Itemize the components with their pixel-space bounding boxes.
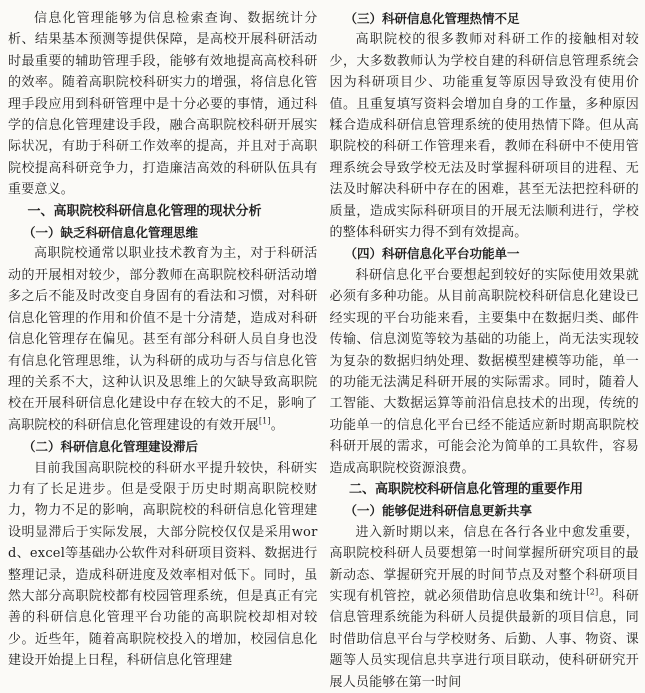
paragraph-text: 高职院校通常以职业技术教育为主，对于科研活动的开展相对较少，部分教师在高职院校科研活动增多之后不能及时改变自身固有的看法和习惯，对科研信息化管理的作用和价值不是十分清楚，造成对科研信息化管理存在偏见。甚至有部分科研人员自身也没有信息化管理思维，认为科研的成功与否与信息化管理的关系不大，这种认识及思维上的欠缺导致高职院校在开展科研信息化建设中存在较大的不足，影响了高职院校的科研信息化管理建设的有效开展	[8, 246, 318, 433]
subsection-heading-1-2: （二）科研信息化管理建设滞后	[23, 439, 199, 455]
subsection-heading-1-1: （一）缺乏科研信息化管理思维	[23, 225, 199, 241]
intro-paragraph: 信息化管理能够为信息检索查询、数据统计分析、结果基本预测等提供保障，是高校开展科研活动时最重要的辅助管理手段，能够有效地提高高校科研的效率。随着高职院校科研实力的增强，将信息化管理手段应用到科研管理中是十分必要的事情，通过科学的信息化管理建设手段，融合高职院校科研开展实际状况，有助于科研工作效率的提高，并且对于高职院校提高科研竞争力，打造廉洁高效的科研队伍具有重要意义。	[8, 11, 318, 198]
paragraph-1-1	[8, 243, 318, 436]
subsection-heading-1-4: （四）科研信息化平台功能单一	[344, 246, 520, 262]
paragraph-2-1	[330, 522, 640, 693]
right-column	[329, 8, 640, 690]
paragraph-end: 。科研信息管理系统能为科研人员提供最新的项目信息，同时借助信息平台与学校财务、后勤、人事、物资、课题等人员实现信息共享进行项目联动，使科研研究开展人员能够在第一时间	[329, 588, 639, 690]
paragraph-1-3: 高职院校的很多教师对科研工作的接触相对较少，大多数教师认为学校自建的科研信息管理系统会因为科研项目少、功能重复等原因导致没有使用价值。且重复填写资料会增加自身的工作量，多种原因糅合造成科研信息管理系统的使用热情下降。但从高职院校的科研工作管理来看，教师在科研中不使用管理系统会导致学校无法及时掌握科研项目的进程、无法及时解决科研中存在的困难，甚至无法把控科研的质量，造成实际科研项目的开展无法顺利进行，学校的整体科研实力得不到有效提高。	[329, 32, 639, 241]
subsection-heading-2-1: （一）能够促进科研信息更新共享	[344, 503, 533, 519]
paragraph-text: 进入新时期以来，信息在各行各业中愈发重要，高职院校科研人员要想第一时间掌握所研究项目的最新动态、掌握研究开展的时间节点及对整个科研项目实现有机管控，就必须借助信息收集和统计	[329, 524, 639, 604]
paragraph-end: 。	[270, 417, 284, 433]
paragraph-1-2: 目前我国高职院校的科研水平提升较快，科研实力有了长足进步。但是受限于历史时期高职院校财力，物力不足的影响，高职院校的科研信息化管理建设明显滞后于实际发展，大部分院校仅仅是采用word、excel等基础办公软件对科研项目资料、数据进行整理记录，造成科研进度及效率相对低下。同时，虽然大部分高职院校都有校园管理系统，但是真正有完善的科研信息化管理平台功能的高职院校却相对较少。近些年，随着高职院校投入的增加，校园信息化建设开始提上日程，科研信息化管理建	[8, 460, 318, 669]
paragraph-1-4: 科研信息化平台要想起到较好的实际使用效果就必须有多种功能。从目前高职院校科研信息化建设已经实现的平台功能来看，主要集中在数据归类、邮件传输、信息浏览等较为基础的功能上，尚无法实现较为复杂的数据归纳处理、数据模型建模等功能，单一的功能无法满足科研开展的实际需求。同时，随着人工智能、大数据运算等前沿信息技术的出现，传统的功能单一的信息化平台已经不能适应新时期高职院校科研开展的需求，可能会沦为简单的工具软件，容易造成高职院校资源浪费。	[329, 267, 639, 476]
left-column	[8, 8, 318, 669]
section-heading-2: 二、高职院校科研信息化管理的重要作用	[349, 481, 584, 497]
citation-ref-2[interactable]: [2]	[586, 587, 599, 597]
section-heading-1: 一、高职院校科研信息化管理的现状分析	[27, 203, 262, 219]
subsection-heading-1-3: （三）科研信息化管理热情不足	[344, 11, 520, 26]
citation-ref-1[interactable]: [1]	[258, 416, 271, 426]
